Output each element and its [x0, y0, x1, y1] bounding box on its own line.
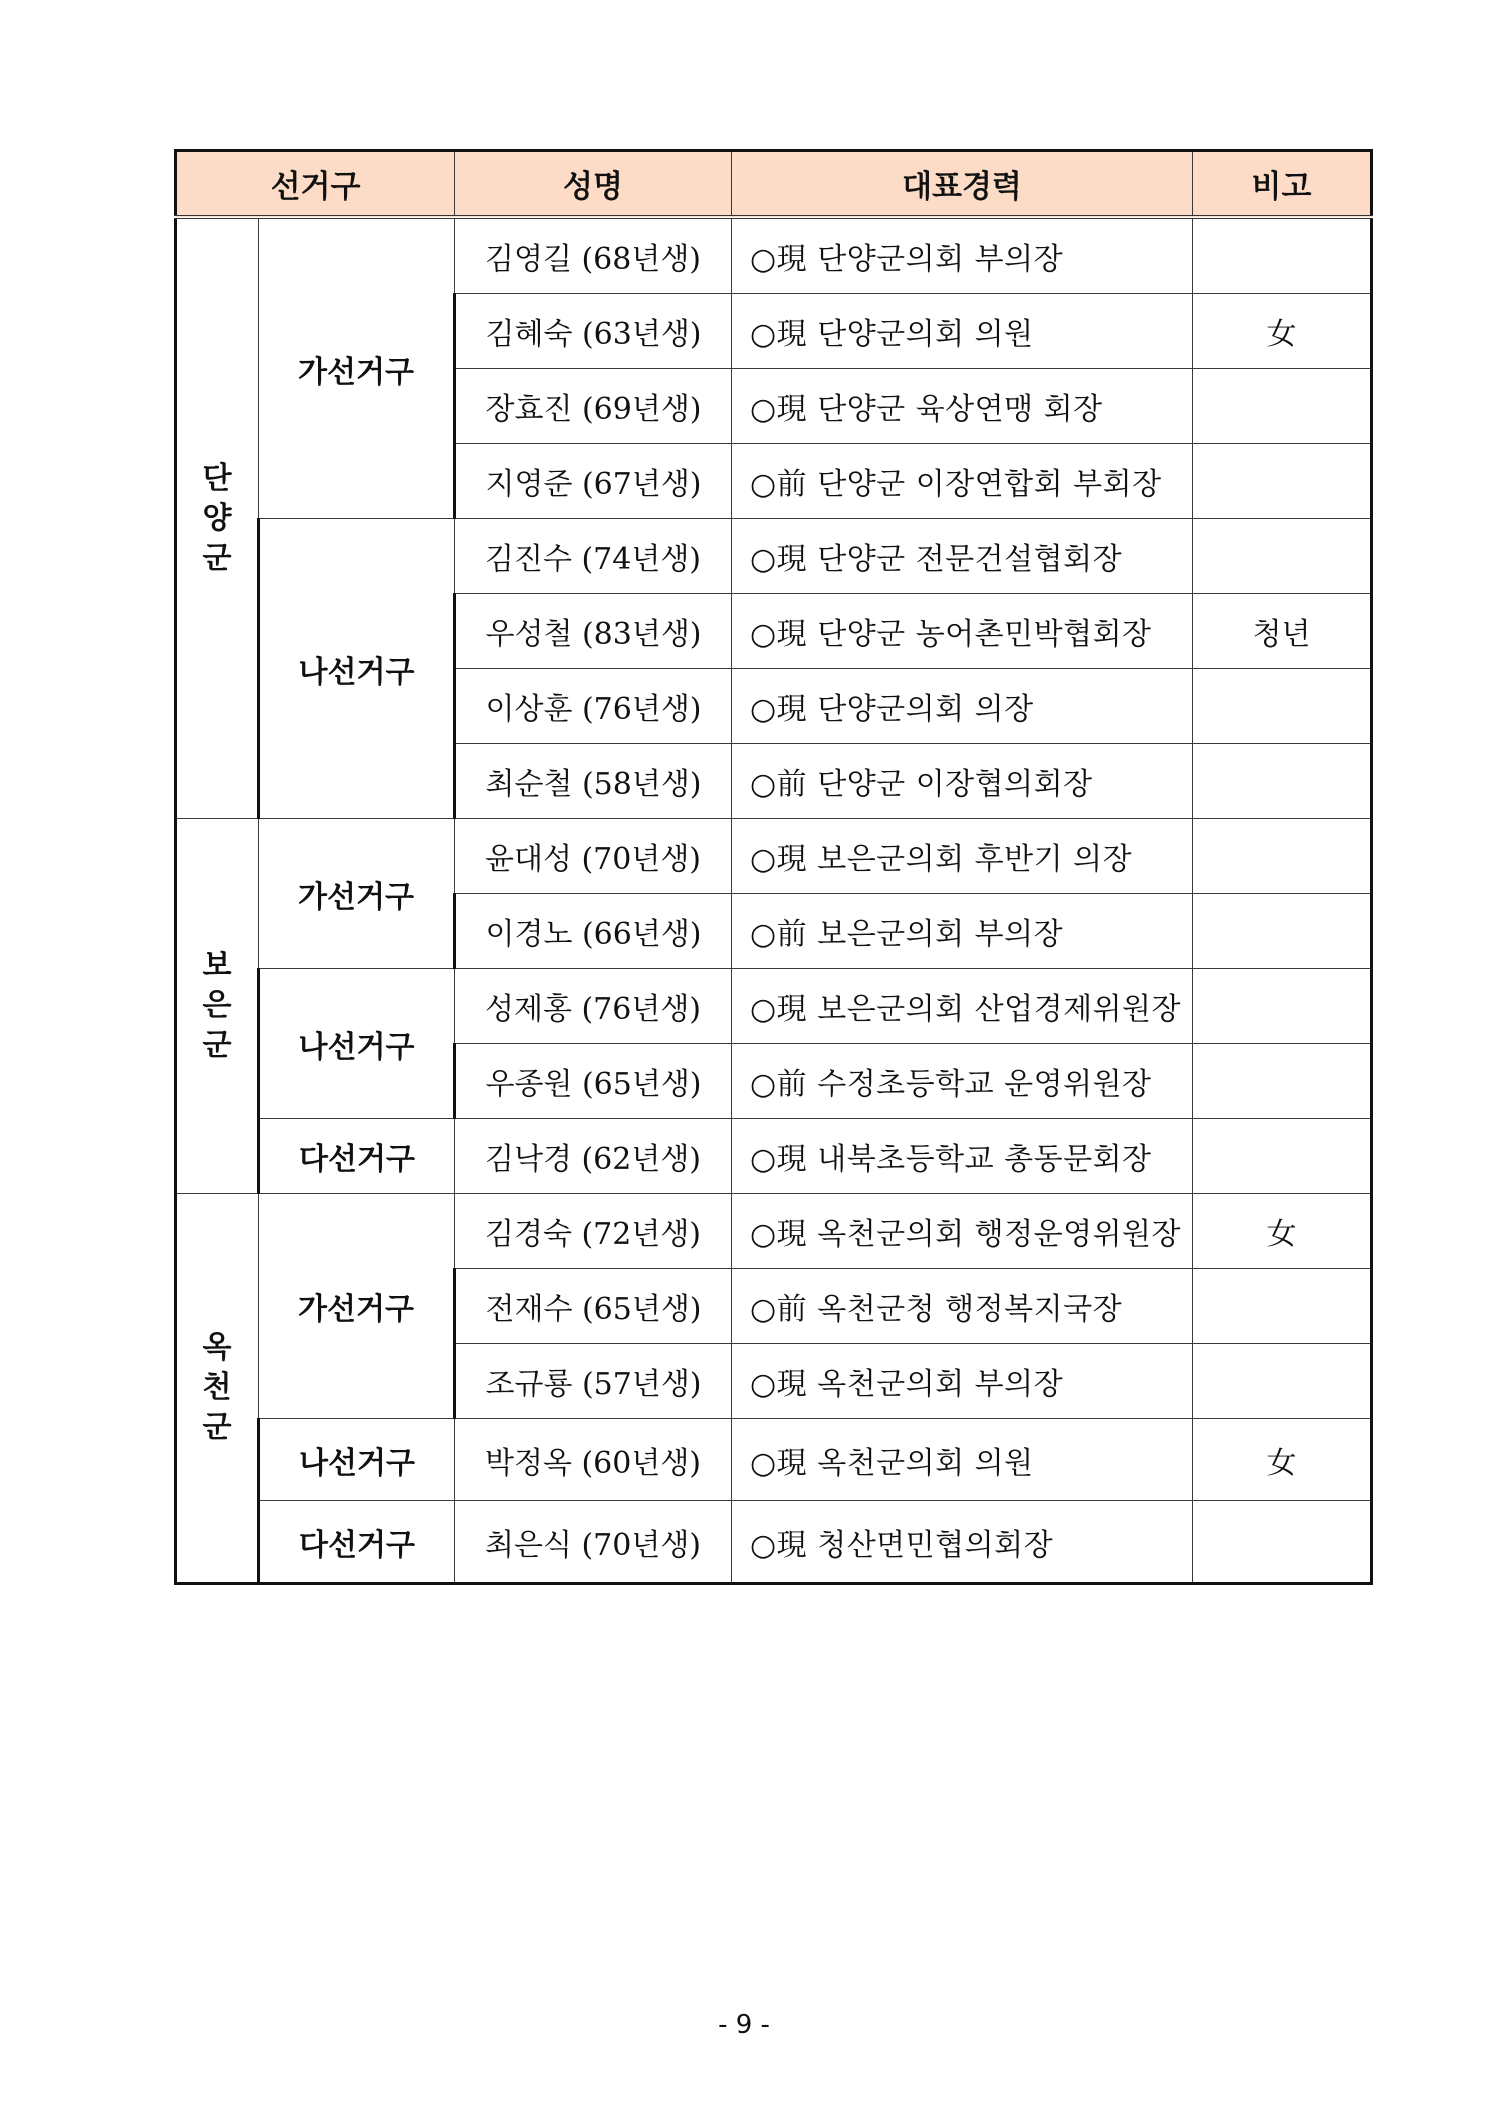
career-cell: ○現 옥천군의회 부의장 — [732, 1344, 1193, 1419]
district-cell: 가선거구 — [259, 819, 455, 969]
name-cell: 김영길 (68년생) — [455, 217, 732, 294]
career-cell: ○現 청산면민협의회장 — [732, 1501, 1193, 1584]
career-cell: ○現 보은군의회 후반기 의장 — [732, 819, 1193, 894]
career-cell: ○現 내북초등학교 총동문회장 — [732, 1119, 1193, 1194]
career-cell: ○前 단양군 이장연합회 부회장 — [732, 444, 1193, 519]
header-career: 대표경력 — [732, 151, 1193, 218]
note-cell: 女 — [1193, 1194, 1372, 1269]
table-row — [176, 519, 1372, 594]
district-cell: 나선거구 — [259, 969, 455, 1119]
note-cell — [1193, 217, 1372, 294]
county-cell-boeun: 보 은 군 — [176, 819, 259, 1194]
name-cell: 윤대성 (70년생) — [455, 819, 732, 894]
header-row — [176, 151, 1372, 218]
note-cell: 청년 — [1193, 594, 1372, 669]
name-cell: 김낙경 (62년생) — [455, 1119, 732, 1194]
career-cell: ○現 옥천군의회 행정운영위원장 — [732, 1194, 1193, 1269]
header-district: 선거구 — [176, 151, 455, 218]
district-cell: 가선거구 — [259, 217, 455, 519]
career-cell: ○現 단양군 육상연맹 회장 — [732, 369, 1193, 444]
county-cell-danyang: 단 양 군 — [176, 217, 259, 819]
name-cell: 김진수 (74년생) — [455, 519, 732, 594]
name-cell: 우성철 (83년생) — [455, 594, 732, 669]
name-cell: 박정옥 (60년생) — [455, 1419, 732, 1501]
career-cell: ○前 옥천군청 행정복지국장 — [732, 1269, 1193, 1344]
name-cell: 이상훈 (76년생) — [455, 669, 732, 744]
name-cell: 전재수 (65년생) — [455, 1269, 732, 1344]
name-cell: 최순철 (58년생) — [455, 744, 732, 819]
note-cell — [1193, 1269, 1372, 1344]
career-cell: ○現 단양군 전문건설협회장 — [732, 519, 1193, 594]
name-cell: 이경노 (66년생) — [455, 894, 732, 969]
note-cell: 女 — [1193, 1419, 1372, 1501]
note-cell — [1193, 1119, 1372, 1194]
header-note: 비고 — [1193, 151, 1372, 218]
name-cell: 성제홍 (76년생) — [455, 969, 732, 1044]
note-cell — [1193, 894, 1372, 969]
header-name: 성명 — [455, 151, 732, 218]
name-cell: 최은식 (70년생) — [455, 1501, 732, 1584]
district-cell: 다선거구 — [259, 1119, 455, 1194]
table-row — [176, 1501, 1372, 1584]
table-row — [176, 1194, 1372, 1269]
note-cell — [1193, 669, 1372, 744]
note-cell — [1193, 519, 1372, 594]
note-cell — [1193, 444, 1372, 519]
career-cell: ○現 보은군의회 산업경제위원장 — [732, 969, 1193, 1044]
career-cell: ○現 단양군의회 의원 — [732, 294, 1193, 369]
name-cell: 조규룡 (57년생) — [455, 1344, 732, 1419]
district-cell: 나선거구 — [259, 1419, 455, 1501]
note-cell — [1193, 969, 1372, 1044]
career-cell: ○現 단양군의회 부의장 — [732, 217, 1193, 294]
name-cell: 지영준 (67년생) — [455, 444, 732, 519]
note-cell — [1193, 1044, 1372, 1119]
name-cell: 김혜숙 (63년생) — [455, 294, 732, 369]
district-cell: 가선거구 — [259, 1194, 455, 1419]
note-cell — [1193, 1344, 1372, 1419]
note-cell — [1193, 744, 1372, 819]
career-cell: ○現 단양군 농어촌민박협회장 — [732, 594, 1193, 669]
table-row — [176, 217, 1372, 294]
candidate-table — [174, 149, 1373, 1585]
county-cell-okcheon: 옥 천 군 — [176, 1194, 259, 1584]
career-cell: ○前 수정초등학교 운영위원장 — [732, 1044, 1193, 1119]
table-row — [176, 1119, 1372, 1194]
table-row — [176, 819, 1372, 894]
table-row — [176, 1419, 1372, 1501]
career-cell: ○前 단양군 이장협의회장 — [732, 744, 1193, 819]
note-cell — [1193, 369, 1372, 444]
career-cell: ○現 단양군의회 의장 — [732, 669, 1193, 744]
district-cell: 다선거구 — [259, 1501, 455, 1584]
note-cell — [1193, 1501, 1372, 1584]
name-cell: 우종원 (65년생) — [455, 1044, 732, 1119]
page-number: - 9 - — [718, 2010, 770, 2040]
table-row — [176, 969, 1372, 1044]
note-cell: 女 — [1193, 294, 1372, 369]
name-cell: 김경숙 (72년생) — [455, 1194, 732, 1269]
district-cell: 나선거구 — [259, 519, 455, 819]
career-cell: ○現 옥천군의회 의원 — [732, 1419, 1193, 1501]
career-cell: ○前 보은군의회 부의장 — [732, 894, 1193, 969]
note-cell — [1193, 819, 1372, 894]
name-cell: 장효진 (69년생) — [455, 369, 732, 444]
